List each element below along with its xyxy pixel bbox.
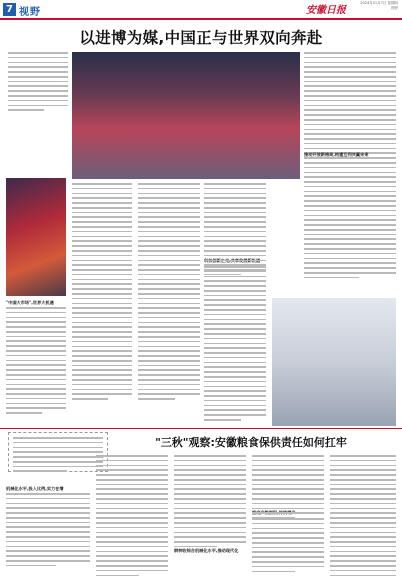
body-text-column-3 bbox=[138, 183, 200, 403]
page-header bbox=[0, 0, 402, 20]
article2-column-4 bbox=[252, 455, 324, 522]
expo-hall-photo bbox=[72, 52, 300, 179]
article-headline: 以进博为媒,中国正与世界双向奔赴 bbox=[79, 29, 323, 47]
subhead-comprehensive-mechanization: 耕种收综合机械化水平,推动现代化 bbox=[174, 548, 239, 553]
body-text-column-1 bbox=[6, 307, 66, 417]
body-text-column-4b bbox=[204, 266, 266, 424]
body-text-column-2 bbox=[72, 183, 132, 403]
header-date: 2024年11月7日 星期四 bbox=[360, 1, 398, 5]
article2-column-1 bbox=[6, 493, 90, 570]
subhead-open-pattern: 推动开放新格局,构建互利共赢未来 bbox=[304, 152, 369, 157]
body-text-column-right bbox=[304, 52, 396, 282]
article2-column-4b bbox=[252, 518, 324, 575]
article2-column-5 bbox=[330, 455, 396, 579]
masthead-logo: 安徽日报 bbox=[306, 5, 346, 16]
header-section-label: 视野 bbox=[391, 6, 398, 10]
header-meta bbox=[360, 1, 398, 11]
article2-headline: "三秋"观察:安徽粮食保供责任如何扛牢 bbox=[155, 436, 347, 449]
article-divider bbox=[0, 428, 402, 429]
section-name: 视野 bbox=[19, 7, 41, 18]
article2-column-2 bbox=[96, 455, 168, 579]
article2-intro-box bbox=[8, 432, 108, 472]
medical-equipment-photo bbox=[272, 298, 396, 426]
article-lead-text bbox=[8, 52, 68, 114]
expo-visitors-photo bbox=[6, 178, 66, 296]
article2-column-3 bbox=[174, 455, 246, 551]
subhead-china-market: "中国大市场",世界大机遇 bbox=[6, 300, 54, 305]
body-text-column-4a bbox=[204, 183, 266, 279]
page-number: 7 bbox=[3, 3, 16, 16]
subhead-mechanization: 机械化水平,投入比例,实力在增 bbox=[6, 486, 64, 491]
